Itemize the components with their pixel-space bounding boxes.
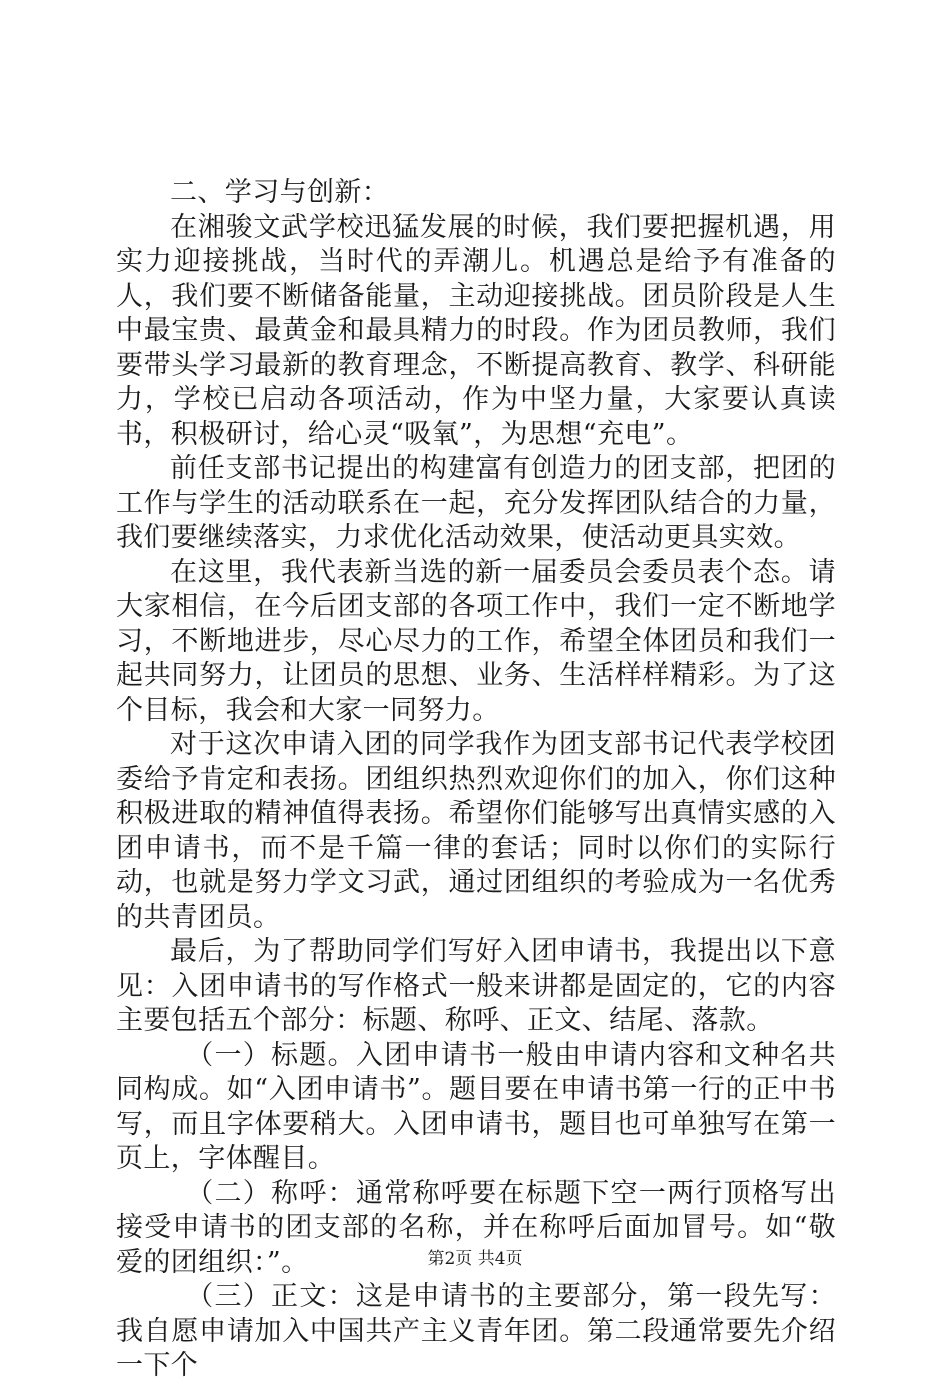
paragraph: （三）正文：这是申请书的主要部分，第一段先写：我自愿申请加入中国共产主义青年团。第二段通常要先介绍一下个 <box>116 1281 836 1381</box>
paragraph: （二）称呼：通常称呼要在标题下空一两行顶格写出接受申请书的团支部的名称，并在称呼后面加冒号。如“敬爱的团组织：”。 <box>116 1177 836 1278</box>
document-body <box>116 176 836 1384</box>
paragraph: （一）标题。入团申请书一般由申请内容和文种名共同构成。如“入团申请书”。题目要在申请书第一行的正中书写，而且字体要稍大。入团申请书，题目也可单独写在第一页上，字体醒目。 <box>116 1039 836 1174</box>
paragraph: 对于这次申请入团的同学我作为团支部书记代表学校团委给予肯定和表扬。团组织热烈欢迎你们的加入，你们这种积极进取的精神值得表扬。希望你们能够写出真情实感的入团申请书，而不是千篇一律的套话；同时以你们的实际行动，也就是努力学文习武，通过团组织的考验成为一名优秀的共青团员。 <box>116 729 836 933</box>
paragraph: 在湘骏文武学校迅猛发展的时候，我们要把握机遇，用实力迎接挑战，当时代的弄潮儿。机遇总是给予有准备的人，我们要不断储备能量，主动迎接挑战。团员阶段是人生中最宝贵、最黄金和最具精力的时段。作为团员教师，我们要带头学习最新的教育理念，不断提高教育、教学、科研能力，学校已启动各项活动，作为中坚力量，大家要认真读书，积极研讨，给心灵“吸氧”，为思想“充电”。 <box>116 211 836 450</box>
page-number-footer: 第2页 共4页 <box>427 1249 523 1269</box>
paragraph: 最后，为了帮助同学们写好入团申请书，我提出以下意见：入团申请书的写作格式一般来讲都是固定的，它的内容主要包括五个部分：标题、称呼、正文、结尾、落款。 <box>116 936 836 1036</box>
section-heading: 二、学习与创新： <box>170 177 390 208</box>
paragraph: 在这里，我代表新当选的新一届委员会委员表个态。请大家相信，在今后团支部的各项工作中，我们一定不断地学习，不断地进步，尽心尽力的工作，希望全体团员和我们一起共同努力，让团员的思想、业务、生活样样精彩。为了这个目标，我会和大家一同努力。 <box>116 556 836 726</box>
paragraph: 前任支部书记提出的构建富有创造力的团支部，把团的工作与学生的活动联系在一起，充分发挥团队结合的力量，我们要继续落实，力求优化活动效果，使活动更具实效。 <box>116 453 836 553</box>
